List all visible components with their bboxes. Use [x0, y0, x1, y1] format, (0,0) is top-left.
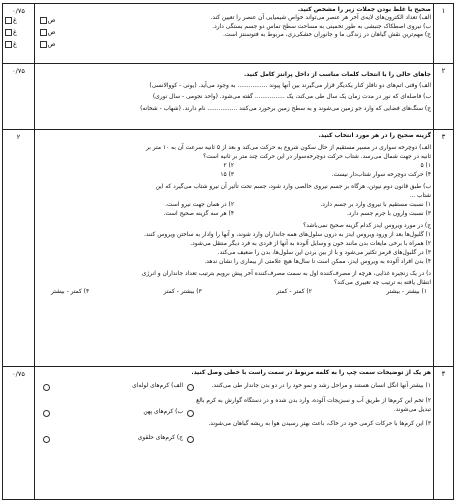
false-checkbox[interactable]: غ: [5, 28, 17, 36]
match-description: ۲) تخم این کرم‌ها از طریق آب و سبزیجات آلوده، وارد بدن شده و در دستگاه گوارش به کرم بالغ تبدیل می‌شوند.: [196, 397, 431, 413]
question-score: ۰/۷۵: [3, 4, 35, 63]
match-dot[interactable]: [187, 410, 194, 417]
statement-b: ب) نیروی اصطکاک جنبشی به طور تخمینی به مساحت سطح تماس دو جسم بستگی دارد.: [212, 23, 431, 30]
mcq-b-options: [37, 201, 431, 210]
question-number: ۴: [433, 367, 453, 499]
true-checkbox[interactable]: ص: [40, 40, 56, 48]
matching-left-column: [37, 382, 187, 477]
true-checkbox[interactable]: ص: [40, 28, 56, 36]
exam-sheet: [2, 3, 454, 500]
mcq-d-stem: انتقال یافته به ترتیب چه تغییری می‌کند؟: [334, 279, 431, 286]
option[interactable]: ۳) در گلبول‌های قرمز تکثیر می‌شود و با از بین بردن این سلول‌ها، بدن را ضعیف می‌کند.: [217, 249, 431, 256]
true-false-a: [5, 16, 97, 24]
mcq-b-stem: شتاب ...: [409, 192, 431, 199]
mcq-a-options: [37, 162, 431, 171]
question-score: ۰/۷۵: [3, 367, 35, 499]
match-dot[interactable]: [43, 436, 50, 443]
question-title: جاهای خالی را با انتخاب کلمات مناسب از داخل پرانتز کامل کنید.: [244, 72, 431, 78]
question-number: ۳: [433, 130, 453, 366]
mcq-a-options: [37, 171, 431, 180]
mcq-c-stem: ج) در مورد ویروس ایدز کدام گزینه صحیح نمی‌باشد؟: [303, 222, 431, 229]
question-3: [3, 130, 453, 367]
question-title: گزینه صحیح را در هر مورد انتخاب کنید.: [318, 133, 431, 139]
blank-a: الف) وقتی اتم‌های دو نافلز کنار یکدیگر قرار می‌گیرند بین آنها پیوند ................ به وجود می‌آید. (یونی - کووالانسی): [149, 83, 431, 90]
question-4: [3, 367, 453, 499]
match-dot[interactable]: [187, 384, 194, 391]
option[interactable]: ۲) ۲: [223, 162, 234, 169]
statement-c: ج) مهم‌ترین نقش گیاهان در زندگی ما و جانوران خشکی‌زی، مربوط به فتوسنتز است.: [223, 32, 431, 39]
option[interactable]: ۴) هر سه گزینه صحیح است.: [163, 210, 234, 217]
option[interactable]: ۱) بیشتر - بیشتر: [386, 288, 427, 295]
match-dot[interactable]: [43, 384, 50, 391]
mcq-b-options: [37, 210, 431, 219]
mcq-b-stem: ب) طبق قانون دوم نیوتن، هرگاه بر جسم نیروی خالصی وارد شود، جسم تحت تأثیر آن نیرو شتاب می‌گیرد که این: [155, 183, 431, 190]
question-score: ۲: [3, 130, 35, 366]
true-false-c: [5, 40, 97, 48]
mcq-d-options: [37, 288, 431, 297]
option[interactable]: ۴) کمتر - بیشتر: [51, 288, 90, 295]
question-2: [3, 64, 453, 130]
blank-b: ب) فاصله‌ای که نور در مدت زمان یک سال طی می‌کند، یک ................ گفته می‌شود. (واحد نجومی - سال نوری): [152, 94, 431, 101]
mcq-a-stem: الف) دوچرخه سواری در مسیر مستقیم از حال سکون شروع به حرکت می‌کند و بعد از ۵ ثانیه سرعت آن به ۱۰ متر بر: [146, 144, 431, 151]
true-checkbox[interactable]: ص: [40, 16, 56, 24]
question-title: هر یک از توضیحات سمت چپ را به کلمه مربوط در سمت راست با خطی وصل کنید.: [191, 370, 431, 376]
option[interactable]: ۱) ۵: [420, 162, 431, 169]
false-checkbox[interactable]: غ: [5, 40, 17, 48]
match-dot[interactable]: [43, 410, 50, 417]
option[interactable]: ۴) حرکت دوچرخه سوار شتاب‌دار نیست.: [331, 171, 431, 178]
statement-a: الف) تعداد الکترون‌های لایه‌ی آخر هر عنصر می‌تواند خواص شیمیایی آن عنصر را تعیین کند.: [210, 15, 431, 22]
question-number: ۱: [433, 4, 453, 63]
option[interactable]: ۱) نسبت مستقیم با نیروی وارد بر جسم دارد.: [320, 201, 431, 208]
match-term: الف) کرم‌های لوله‌ای: [132, 382, 183, 389]
match-description: ۳) این کرم‌ها با حرکات کرمی خود در خاک، باعث بهتر رسیدن هوا به ریشه گیاهان می‌شوند.: [208, 421, 431, 428]
question-number: ۲: [433, 64, 453, 129]
option[interactable]: ۲) در همان جهت نیرو است.: [165, 201, 234, 208]
false-checkbox[interactable]: غ: [5, 16, 17, 24]
match-dot[interactable]: [187, 436, 194, 443]
option[interactable]: ۲) کمتر - کمتر: [276, 288, 312, 295]
matching-right-column: [191, 382, 431, 429]
match-description: ۱) بیشتر آنها انگل انسان هستند و مراحل رشد و نمو خود را در دو بدن جاندار طی می‌کنند.: [211, 382, 431, 389]
question-title: صحیح یا غلط بودن جملات زیر را مشخص کنید.: [297, 7, 431, 13]
option[interactable]: ۳) ۱۵: [220, 171, 234, 178]
match-term: ج) کرم‌های حلقوی: [137, 434, 183, 441]
option[interactable]: ۴) بدن افراد آلوده به ویروس ایدز، ممکن است تا سال‌ها هیچ علامتی از بیماری را نشان ندهد.: [204, 258, 431, 265]
option[interactable]: ۳) نسبت وارون با جرم جسم دارد.: [346, 210, 431, 217]
question-1: [3, 4, 453, 64]
true-false-b: [5, 28, 97, 36]
mcq-d-stem: د) در یک زنجیره غذایی، هرچه از مصرف‌کننده اول به سمت مصرف‌کننده آخر پیش برویم بترتیب تعداد جانداران و انرژی: [141, 270, 431, 277]
match-term: ب) کرم‌های پهن: [143, 408, 183, 415]
option[interactable]: ۱) گلبول‌ها بعد از ورود ویروس ایدز به درون سلول‌های همه جانداران وارد شوند، و آنها را وادار به ساختن ویروس کنند.: [144, 231, 431, 238]
question-score: ۰/۷۵: [3, 64, 35, 129]
blank-c: ج) سنگ‌های فضایی که وارد جو زمین می‌شوند و به سطح زمین برخورد می‌کنند ................ نام دارند. (شهاب - شخانه): [140, 105, 431, 112]
option[interactable]: ۳) بیشتر - کمتر: [163, 288, 202, 295]
option[interactable]: ۲) همراه با برخی مایعات بدن مانند خون و وسایل آلوده به آنها از فردی به فرد دیگر منتقل می‌شود.: [190, 240, 431, 247]
mcq-a-stem: ثانیه در جهت شمال می‌رسد. شتاب حرکت دوچرخه‌سوار در این حرکت چند متر بر ثانیه است؟: [203, 153, 431, 160]
